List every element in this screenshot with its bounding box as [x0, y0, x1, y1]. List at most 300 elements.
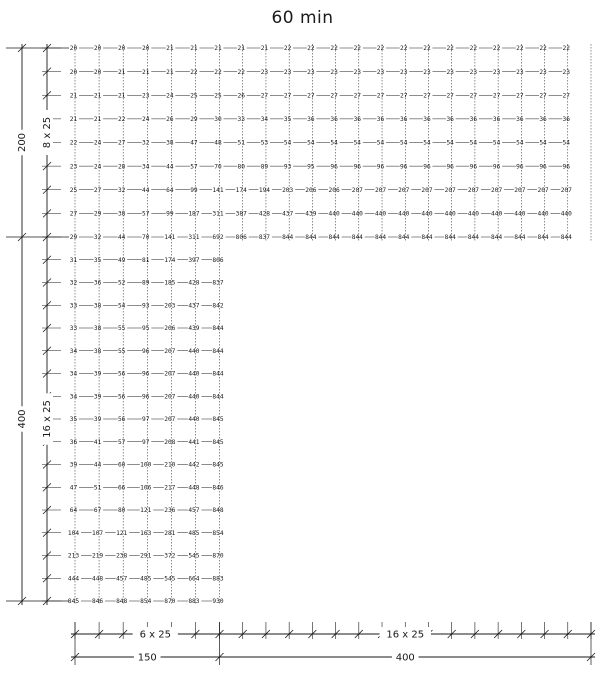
cell-value: 47: [69, 484, 78, 492]
cell-value: 27: [516, 92, 524, 100]
cell-value: 54: [117, 302, 126, 310]
cell-value: 36: [69, 438, 78, 446]
cell-value: 281: [164, 529, 176, 537]
cell-value: 52: [117, 279, 126, 287]
cell-value: 448: [91, 575, 104, 583]
cell-value: 95: [307, 163, 315, 171]
cell-value: 210: [164, 461, 176, 469]
cell-value: 206: [305, 186, 317, 194]
cell-value: 39: [93, 393, 102, 401]
cell-value: 440: [421, 210, 433, 218]
cell-value: 24: [93, 163, 102, 171]
cell-value: 54: [562, 139, 571, 147]
cell-value: 26: [237, 92, 245, 100]
cell-value: 104: [67, 529, 80, 537]
cell-value: 21: [166, 45, 174, 53]
cell-value: 163: [140, 529, 152, 537]
cell-value: 22: [423, 45, 431, 53]
cell-value: 23: [353, 68, 362, 76]
cell-value: 44: [93, 461, 102, 469]
cell-value: 55: [117, 325, 126, 333]
cell-value: 439: [188, 325, 200, 333]
cell-value: 39: [69, 461, 78, 469]
cell-value: 21: [117, 68, 126, 76]
cell-value: 35: [283, 116, 292, 124]
cell-value: 23: [69, 163, 78, 171]
cell-value: 203: [164, 302, 176, 310]
cell-value: 35: [69, 416, 78, 424]
cell-value: 219: [91, 552, 104, 560]
cell-value: 57: [190, 163, 198, 171]
cell-value: 844: [491, 234, 503, 242]
cell-value: 51: [93, 484, 102, 492]
cell-value: 21: [93, 92, 102, 100]
dimension-label: 6 x 25: [139, 629, 171, 641]
cell-value: 27: [93, 186, 102, 194]
cell-value: 89: [142, 279, 150, 287]
cell-value: 32: [117, 186, 126, 194]
cell-value: 23: [376, 68, 385, 76]
cell-value: 208: [164, 438, 176, 446]
cell-value: 96: [469, 163, 478, 171]
cell-value: 21: [260, 45, 269, 53]
cell-value: 20: [93, 45, 102, 53]
cell-value: 25: [190, 92, 198, 100]
cell-value: 106: [140, 484, 152, 492]
cell-value: 39: [93, 416, 102, 424]
cell-value: 29: [93, 210, 102, 218]
cell-value: 21: [117, 92, 126, 100]
cell-value: 27: [469, 92, 478, 100]
cell-value: 485: [140, 575, 152, 583]
cell-value: 57: [142, 210, 150, 218]
cell-value: 238: [116, 552, 128, 560]
cell-value: 440: [188, 393, 200, 401]
cell-value: 81: [142, 256, 150, 264]
cell-value: 89: [260, 163, 269, 171]
cell-value: 27: [260, 92, 269, 100]
cell-value: 96: [516, 163, 524, 171]
cell-value: 440: [328, 210, 340, 218]
cell-value: 54: [376, 139, 385, 147]
cell-value: 80: [117, 507, 126, 515]
cell-value: 22: [539, 45, 547, 53]
cell-value: 23: [330, 68, 338, 76]
cell-value: 439: [305, 210, 317, 218]
dimension-label: 8 x 25: [42, 116, 53, 149]
cell-value: 207: [467, 186, 479, 194]
cell-value: 844: [328, 234, 340, 242]
cell-value: 844: [212, 393, 224, 401]
cell-value: 844: [374, 234, 387, 242]
dimension-label: 400: [17, 409, 28, 429]
cell-value: 54: [353, 139, 362, 147]
cell-value: 21: [214, 45, 222, 53]
cell-value: 440: [467, 210, 479, 218]
cell-value: 854: [212, 529, 224, 537]
cell-value: 96: [446, 163, 454, 171]
cell-value: 22: [353, 45, 362, 53]
cell-value: 27: [562, 92, 571, 100]
cell-value: 38: [166, 139, 174, 147]
cell-value: 845: [212, 461, 224, 469]
cell-value: 440: [514, 210, 526, 218]
cell-value: 95: [142, 325, 150, 333]
cell-value: 23: [446, 68, 454, 76]
cell-value: 22: [469, 45, 478, 53]
cell-value: 100: [140, 461, 152, 469]
cell-value: 20: [69, 45, 78, 53]
cell-value: 437: [282, 210, 294, 218]
cell-value: 844: [282, 234, 294, 242]
cell-value: 185: [164, 279, 176, 287]
cell-value: 23: [469, 68, 478, 76]
cell-value: 141: [164, 234, 176, 242]
cell-value: 844: [305, 234, 317, 242]
cell-value: 545: [188, 552, 200, 560]
cell-value: 848: [212, 507, 224, 515]
cell-value: 437: [188, 302, 200, 310]
cell-value: 32: [142, 139, 150, 147]
cell-value: 36: [93, 279, 102, 287]
cell-value: 27: [69, 210, 78, 218]
cell-value: 23: [562, 68, 571, 76]
cell-value: 36: [446, 116, 454, 124]
cell-value: 27: [492, 92, 501, 100]
cell-value: 845: [212, 438, 224, 446]
cell-value: 27: [307, 92, 315, 100]
cell-value: 22: [400, 45, 408, 53]
cell-value: 207: [164, 416, 176, 424]
cell-value: 311: [188, 234, 200, 242]
dimension-label: 16 x 25: [42, 400, 53, 438]
cell-value: 174: [164, 256, 176, 264]
cell-value: 55: [117, 347, 126, 355]
cell-value: 21: [142, 68, 150, 76]
cell-value: 48: [214, 139, 222, 147]
cell-value: 930: [212, 598, 224, 606]
cell-value: 57: [117, 438, 126, 446]
cell-value: 174: [235, 186, 247, 194]
cell-value: 203: [282, 186, 294, 194]
cell-value: 93: [283, 163, 292, 171]
cell-value: 54: [423, 139, 431, 147]
cell-value: 66: [117, 484, 126, 492]
cell-value: 24: [142, 116, 150, 124]
cell-value: 53: [260, 139, 269, 147]
cell-value: 36: [492, 116, 501, 124]
cell-value: 22: [307, 45, 315, 53]
diagram-title: 60 min: [271, 8, 334, 28]
cell-value: 845: [212, 416, 224, 424]
cell-value: 844: [514, 234, 526, 242]
cell-value: 207: [398, 186, 410, 194]
cell-value: 428: [258, 210, 271, 218]
cell-value: 38: [93, 347, 102, 355]
cell-value: 870: [212, 552, 224, 560]
cell-value: 44: [117, 234, 126, 242]
cell-value: 36: [562, 116, 571, 124]
cell-value: 54: [539, 139, 547, 147]
cell-value: 25: [69, 186, 78, 194]
cell-value: 33: [69, 302, 78, 310]
cell-value: 33: [237, 116, 245, 124]
cell-value: 21: [190, 45, 198, 53]
cell-value: 23: [283, 68, 292, 76]
cell-value: 23: [539, 68, 547, 76]
cell-value: 20: [117, 45, 126, 53]
dimension-label: 200: [17, 132, 28, 153]
cell-value: 207: [351, 186, 363, 194]
cell-value: 207: [491, 186, 503, 194]
cell-value: 32: [93, 234, 102, 242]
cell-value: 844: [398, 234, 410, 242]
cell-value: 21: [69, 116, 78, 124]
cell-value: 207: [164, 370, 176, 378]
cell-value: 121: [140, 507, 152, 515]
cell-value: 21: [69, 92, 78, 100]
cell-value: 41: [93, 438, 102, 446]
cell-value: 387: [235, 210, 247, 218]
cell-value: 206: [164, 325, 176, 333]
cell-value: 36: [353, 116, 362, 124]
cell-value: 23: [423, 68, 431, 76]
cell-value: 207: [444, 186, 456, 194]
cell-value: 24: [93, 139, 102, 147]
cell-value: 664: [188, 575, 200, 583]
cell-value: 96: [353, 163, 362, 171]
cell-value: 485: [188, 529, 200, 537]
cell-value: 844: [351, 234, 363, 242]
cell-value: 194: [258, 186, 271, 194]
cell-value: 36: [469, 116, 478, 124]
cell-value: 23: [260, 68, 269, 76]
cell-value: 96: [423, 163, 431, 171]
cell-value: 440: [398, 210, 410, 218]
cell-value: 844: [444, 234, 456, 242]
cell-value: 96: [142, 370, 150, 378]
cell-value: 54: [307, 139, 315, 147]
cell-value: 44: [142, 186, 150, 194]
cell-value: 217: [164, 484, 176, 492]
cell-value: 36: [307, 116, 315, 124]
cell-value: 23: [307, 68, 315, 76]
cell-value: 440: [188, 416, 200, 424]
cell-value: 80: [237, 163, 245, 171]
cell-value: 23: [142, 92, 150, 100]
cell-value: 70: [214, 163, 222, 171]
cell-value: 56: [117, 370, 126, 378]
cell-value: 22: [492, 45, 501, 53]
cell-value: 883: [212, 575, 224, 583]
cell-value: 20: [93, 68, 102, 76]
cell-value: 23: [400, 68, 408, 76]
cell-value: 36: [400, 116, 408, 124]
cell-value: 187: [188, 210, 200, 218]
cell-value: 33: [69, 325, 78, 333]
cell-value: 34: [142, 163, 150, 171]
cell-value: 38: [93, 325, 102, 333]
cell-value: 22: [214, 68, 222, 76]
cell-value: 372: [164, 552, 176, 560]
cell-value: 27: [446, 92, 454, 100]
cell-value: 56: [117, 416, 126, 424]
cell-value: 26: [166, 116, 174, 124]
cell-value: 207: [514, 186, 526, 194]
cell-value: 27: [283, 92, 292, 100]
cell-value: 442: [188, 461, 200, 469]
cell-value: 844: [212, 325, 224, 333]
cell-value: 54: [283, 139, 292, 147]
cell-value: 54: [469, 139, 478, 147]
cell-value: 842: [212, 302, 224, 310]
cell-value: 36: [539, 116, 547, 124]
cell-value: 36: [423, 116, 431, 124]
cell-value: 96: [142, 347, 150, 355]
cell-value: 311: [212, 210, 224, 218]
dimension-label: 150: [137, 652, 157, 664]
cell-value: 457: [116, 575, 128, 583]
cell-value: 440: [188, 370, 200, 378]
cell-value: 22: [69, 139, 78, 147]
cell-value: 27: [423, 92, 431, 100]
cell-value: 29: [190, 116, 198, 124]
cell-value: 54: [516, 139, 524, 147]
cell-value: 93: [142, 302, 150, 310]
cell-value: 22: [376, 45, 385, 53]
cell-value: 49: [117, 256, 126, 264]
cell-value: 23: [492, 68, 501, 76]
cell-value: 35: [93, 256, 102, 264]
cell-value: 806: [235, 234, 247, 242]
cell-value: 22: [446, 45, 454, 53]
cell-value: 96: [492, 163, 501, 171]
cell-value: 64: [166, 186, 174, 194]
cell-value: 32: [69, 279, 78, 287]
cell-value: 846: [91, 598, 104, 606]
cell-value: 54: [446, 139, 454, 147]
cell-value: 23: [516, 68, 524, 76]
cell-value: 121: [116, 529, 128, 537]
cell-value: 844: [212, 347, 224, 355]
cell-value: 844: [421, 234, 433, 242]
cell-value: 44: [166, 163, 174, 171]
cell-value: 30: [214, 116, 222, 124]
cell-value: 141: [212, 186, 224, 194]
cell-value: 837: [258, 234, 271, 242]
cell-value: 870: [164, 598, 176, 606]
cell-value: 27: [400, 92, 408, 100]
cell-value: 845: [67, 598, 80, 606]
cell-value: 60: [117, 461, 126, 469]
cell-value: 806: [212, 256, 224, 264]
cell-value: 20: [142, 45, 150, 53]
cell-value: 397: [188, 256, 200, 264]
cell-value: 440: [537, 210, 549, 218]
cell-value: 97: [142, 438, 150, 446]
cell-value: 99: [190, 186, 198, 194]
cell-value: 448: [188, 484, 200, 492]
cell-value: 291: [140, 552, 152, 560]
cell-value: 70: [142, 234, 150, 242]
cell-value: 213: [67, 552, 80, 560]
cell-value: 207: [164, 393, 176, 401]
cell-value: 22: [330, 45, 338, 53]
cell-value: 440: [444, 210, 456, 218]
cell-value: 21: [166, 68, 174, 76]
cell-value: 34: [69, 393, 78, 401]
cell-value: 96: [562, 163, 571, 171]
cell-value: 34: [260, 116, 269, 124]
cell-value: 846: [212, 484, 224, 492]
cell-value: 31: [69, 256, 78, 264]
cell-value: 22: [237, 68, 245, 76]
cell-value: 54: [492, 139, 501, 147]
cell-value: 97: [142, 416, 150, 424]
cell-value: 428: [188, 279, 200, 287]
cell-value: 36: [330, 116, 338, 124]
cell-value: 440: [351, 210, 363, 218]
cell-value: 444: [67, 575, 80, 583]
cell-value: 440: [374, 210, 387, 218]
cell-value: 34: [69, 347, 78, 355]
cell-value: 20: [69, 68, 78, 76]
cell-value: 844: [212, 370, 224, 378]
cell-value: 854: [140, 598, 152, 606]
cell-value: 207: [560, 186, 572, 194]
cell-value: 207: [421, 186, 433, 194]
cell-value: 21: [93, 116, 102, 124]
cell-value: 844: [560, 234, 572, 242]
cell-value: 64: [69, 507, 78, 515]
cell-value: 54: [400, 139, 408, 147]
cell-value: 844: [467, 234, 479, 242]
cell-value: 206: [328, 186, 340, 194]
cell-value: 36: [376, 116, 385, 124]
cell-value: 96: [330, 163, 338, 171]
cell-value: 27: [330, 92, 338, 100]
cell-value: 56: [117, 393, 126, 401]
cell-value: 441: [188, 438, 200, 446]
cell-value: 844: [537, 234, 549, 242]
cell-value: 457: [188, 507, 200, 515]
cell-value: 24: [166, 92, 174, 100]
cell-value: 27: [376, 92, 385, 100]
cell-value: 96: [539, 163, 547, 171]
cell-value: 38: [93, 302, 102, 310]
cell-value: 22: [190, 68, 198, 76]
cell-value: 440: [560, 210, 572, 218]
cell-value: 36: [516, 116, 524, 124]
cell-value: 38: [117, 210, 126, 218]
dimension-label: 400: [395, 652, 415, 664]
cell-value: 27: [539, 92, 547, 100]
cell-value: 207: [164, 347, 176, 355]
cell-value: 22: [283, 45, 292, 53]
cell-value: 107: [91, 529, 104, 537]
cell-value: 96: [400, 163, 408, 171]
cell-value: 96: [142, 393, 150, 401]
cell-value: 22: [117, 116, 126, 124]
cell-value: 848: [116, 598, 128, 606]
cell-value: 28: [117, 163, 126, 171]
cell-value: 207: [537, 186, 549, 194]
cell-value: 440: [188, 347, 200, 355]
cell-value: 29: [69, 234, 78, 242]
cell-value: 837: [212, 279, 224, 287]
cell-value: 27: [117, 139, 126, 147]
cell-value: 22: [516, 45, 524, 53]
